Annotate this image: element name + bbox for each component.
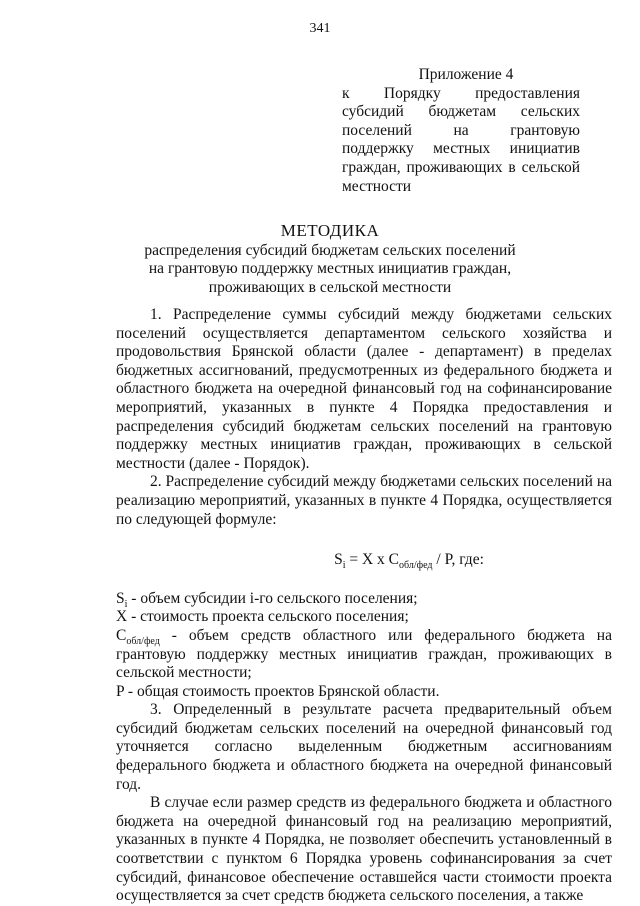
definition-p: P - общая стоимость проектов Брянской области. (116, 682, 440, 700)
formula-s: S (334, 551, 343, 569)
paragraph-1: 1. Распределение суммы субсидий между бюджетами сельских поселений осуществляется департаментом сельского хозяйства и продовольствия Брянской области (далее - департамент) в пределах бюджетных ассигнований, предусмотренных из федерального бюджета и областного бюджета на очередной финансовый год на софинансирование мероприятий, указанных в пункте 4 Порядка предоставления и распределения субсидий бюджетам сельских поселений на грантовую поддержку местных инициатив граждан, проживающих в сельской местности (далее - Порядок). (116, 306, 612, 472)
definition-si-sub: i (124, 598, 128, 610)
formula-end: / P, где: (432, 551, 484, 569)
definition-c-text: - объем средств областного или федерального бюджета на грантовую поддержку местных инициатив граждан, проживающих в сельской местности; (116, 626, 612, 682)
page-number: 341 (309, 21, 331, 36)
appendix-block (342, 66, 580, 196)
heading-subtitle-line: на грантовую поддержку местных инициатив граждан, (148, 260, 512, 278)
heading-subtitle-line: проживающих в сельской местности (208, 278, 452, 296)
paragraph-4: В случае если размер средств из федерального бюджета и областного бюджета на очередной финансовый год на реализацию мероприятий, указанных в пункте 4 Порядка, не позволяет обеспечить установленный в соответствии с пунктом 6 Порядка уровень софинансирования за счет субсидий, финансовое обеспечение оставшейся части стоимости проекта осуществляется за счет средств бюджета сельского поселения, а также (116, 794, 612, 905)
formula (116, 551, 612, 570)
paragraph-3: 3. Определенный в результате расчета предварительный объем субсидий бюджетам сельских поселений на очередной финансовый год уточняется согласно выделенным бюджетным ассигнованиям федерального бюджета и областного бюджета на очередной финансовый год. (116, 701, 612, 793)
definition-si-text: - объем субсидии i-го сельского поселения; (127, 589, 418, 607)
appendix-title: Приложение 4 (418, 66, 514, 83)
formula-c-sub: обл/фед (399, 560, 433, 572)
appendix-text: к Порядку предоставления субсидий бюджетам сельских поселений на грантовую поддержку местных инициатив граждан, проживающих в сельской местности (342, 84, 580, 195)
document-body (116, 306, 612, 906)
definition-c-sub: обл/фед (126, 636, 160, 647)
definition-c (116, 627, 612, 683)
definition-x: X - стоимость проекта сельского поселения; (116, 608, 409, 626)
definition-c-symbol: C (116, 626, 127, 644)
heading-title: МЕТОДИКА (280, 221, 380, 240)
definition-si (116, 590, 612, 609)
document-heading (120, 222, 540, 297)
heading-subtitle-line: распределения субсидий бюджетам сельских поселений (144, 241, 516, 259)
definition-si-symbol: S (116, 589, 125, 607)
formula-middle: = X x C (345, 551, 400, 569)
paragraph-2: 2. Распределение субсидий между бюджетами сельских поселений на реализацию мероприятий, указанных в пункте 4 Порядка, осуществляется по следующей формуле: (116, 473, 612, 528)
formula-s-sub: i (342, 560, 346, 572)
